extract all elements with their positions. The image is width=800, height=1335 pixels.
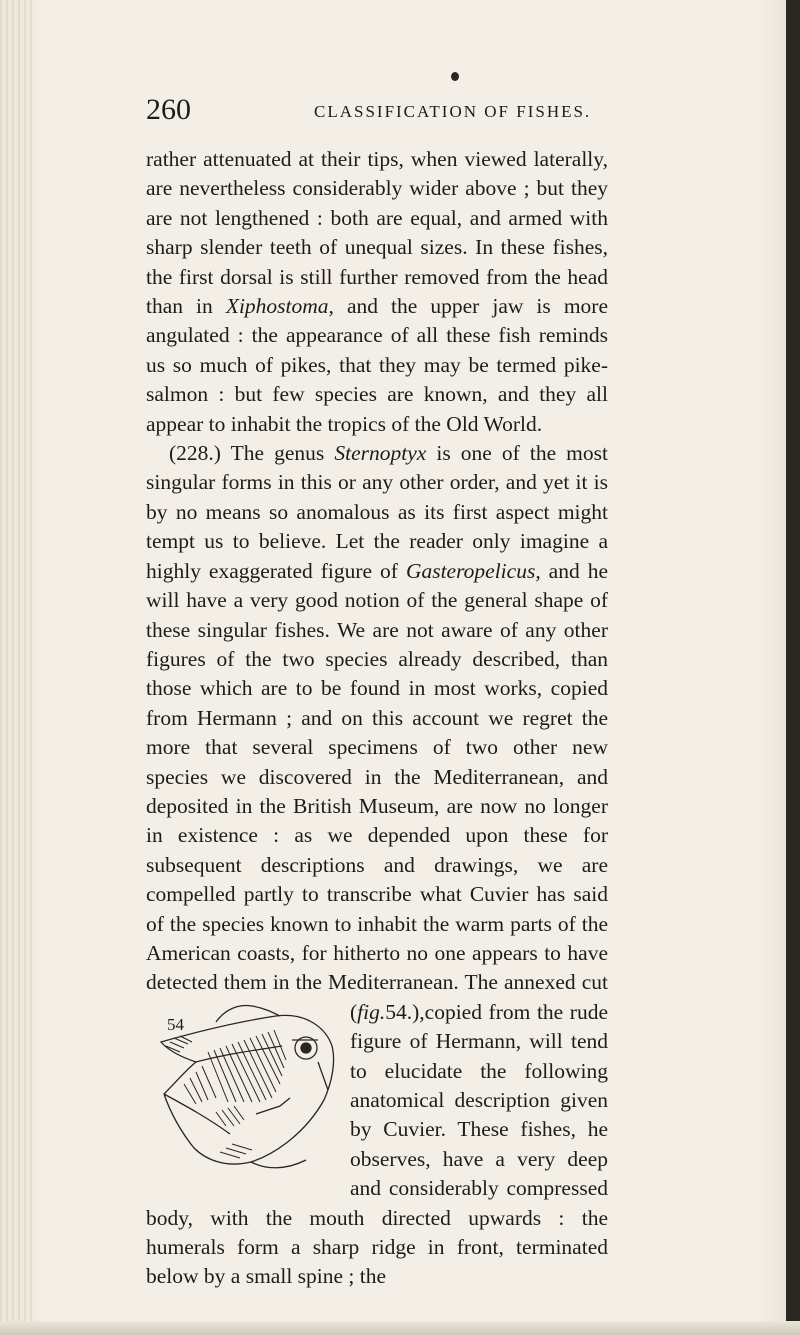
text-run: and he will have a very good notion of the general shape of these singular fishes. We are not aware of any other figures of the two species already described, than those which are to be found in most works, copied from Hermann ; and on this account we regret the more that several specimens of two other new species we discovered in the Mediterranean, and deposited in the British Museum, are now no longer in existence : as we depended upon these for subsequent descriptions and drawings, we are compelled partly to transcribe what Cuvier has said of the species known to inhabit the warm parts of the American coasts, for hitherto no one appears to have detected them in the Mediterranean. The annexed cut (	[146, 558, 608, 1024]
page-header	[146, 92, 616, 132]
italic-term-xiphostoma: Xiphostoma,	[225, 294, 334, 319]
page-gutter-shadow	[0, 0, 36, 1335]
body-text	[146, 145, 608, 1292]
text-run: 54.),copied from the rude figure of Hermann, will tend to elucidate the following anatomical description given by Cuvier. These fishes, he observes, have a very deep and considerably compressed body, with the mouth directed upwards : the humerals form a sharp ridge in front, terminated below by a small spine ; the	[146, 999, 608, 1289]
paragraph-1	[146, 145, 608, 439]
italic-term-gasteropelicus: Gasteropelicus,	[405, 558, 541, 583]
text-run: (228.) The genus	[169, 441, 335, 466]
figure-54	[142, 1002, 340, 1176]
fish-engraving-icon	[156, 1002, 340, 1176]
paragraph-2	[146, 439, 608, 1292]
page-number: 260	[146, 93, 191, 126]
text-run: is one of the most singular forms in this or any other order, and yet it is by no means so anomalous as its first aspect might tempt us to believe. Let the reader only imagine a highly exaggerated figure of	[146, 441, 608, 583]
page-bottom-edge	[0, 1321, 800, 1335]
italic-fig-abbrev: fig.	[357, 999, 386, 1024]
running-head: CLASSIFICATION OF FISHES.	[314, 102, 592, 121]
text-run: rather attenuated at their tips, when viewed laterally, are nevertheless considerably wider above ; but they are not lengthened : both are equal, and armed with sharp slender teeth of unequal sizes. In these fishes, the first dorsal is still further removed from the head than in	[146, 147, 608, 319]
text-run: and the upper jaw is more angulated : the appearance of all these fish reminds us so much of pikes, that they may be termed pike-salmon : but few species are known, and they all appear to inhabit the tropics of the Old World.	[146, 294, 608, 436]
page-right-edge	[786, 0, 800, 1335]
ink-dot	[451, 72, 459, 81]
figure-number: 54	[167, 1014, 184, 1034]
italic-term-sternoptyx: Sternoptyx	[334, 441, 427, 466]
